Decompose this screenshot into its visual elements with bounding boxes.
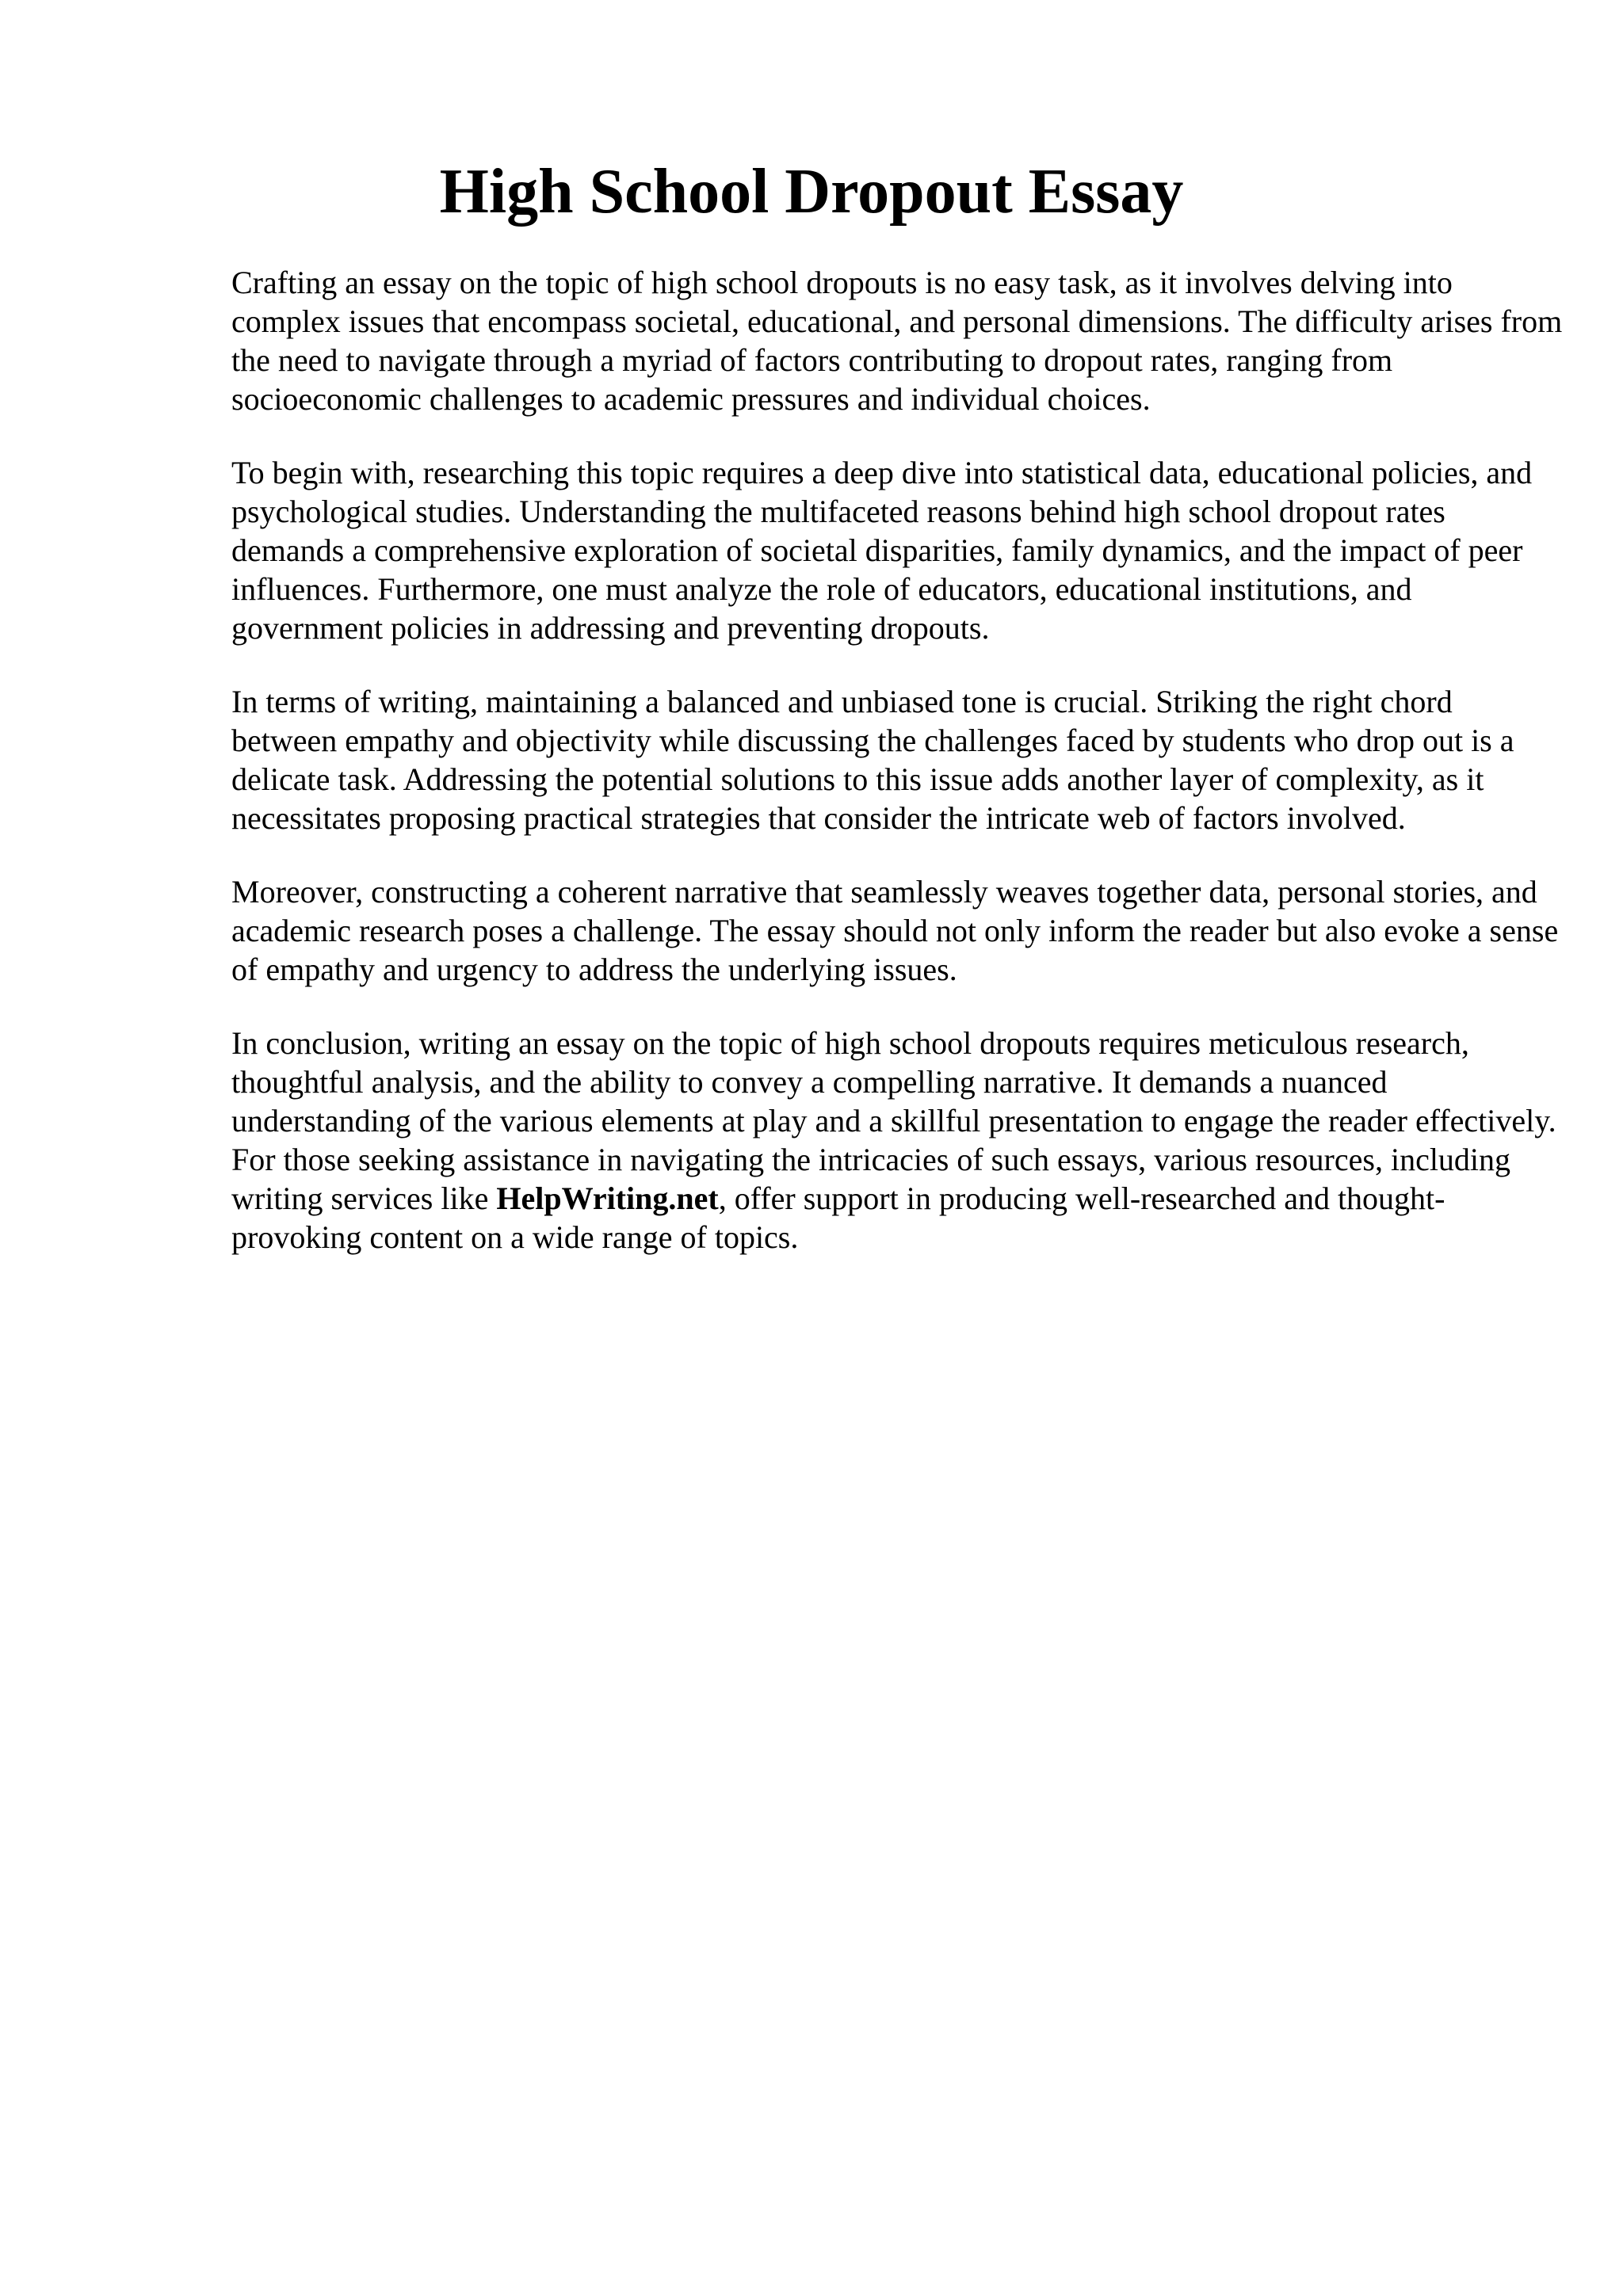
paragraph-1: Crafting an essay on the topic of high school dropouts is no easy task, as it involves delving into complex issues that encompass societal, educational, and personal dimensions. The difficulty arises from the need to navigate through a myriad of factors contributing to dropout rates, ranging from socioeconomic challenges to academic pressures and individual choices. [231, 265, 1563, 417]
brand-name: HelpWriting.net [496, 1180, 719, 1216]
paragraph-4: Moreover, constructing a coherent narrative that seamlessly weaves together data, personal stories, and academic research poses a challenge. The essay should not only inform the reader but also evoke a sense of empathy and urgency to address the underlying issues. [231, 874, 1559, 987]
page-title: High School Dropout Essay [439, 157, 1184, 227]
paragraph-2: To begin with, researching this topic requires a deep dive into statistical data, educational policies, and psychological studies. Understanding the multifaceted reasons behind high school dropout rates demands a comprehensive exploration of societal disparities, family dynamics, and the impact of peer influences. Furthermore, one must analyze the role of educators, educational institutions, and government policies in addressing and preventing dropouts. [231, 455, 1533, 646]
conclusion-text-end: , offer support in producing well-researched and thought-provoking content on a wide range of topics. [231, 1180, 1445, 1255]
conclusion-text-start: In conclusion, writing an essay on the topic of high school dropouts requires meticulous research, thoughtful analysis, and the ability to convey a compelling narrative. It demands a nuanced understanding of the various elements at play and a skillful presentation to engage the reader effectively. For those seeking assistance in navigating the intricacies of such essays, various resources, including writing services like [231, 1025, 1556, 1216]
essay-body [231, 263, 1563, 1257]
paragraph-conclusion [231, 1024, 1563, 1257]
paragraph-3: In terms of writing, maintaining a balanced and unbiased tone is crucial. Striking the right chord between empathy and objectivity while discussing the challenges faced by students who drop out is a delicate task. Addressing the potential solutions to this issue adds another layer of complexity, as it necessitates proposing practical strategies that consider the intricate web of factors involved. [231, 684, 1514, 836]
